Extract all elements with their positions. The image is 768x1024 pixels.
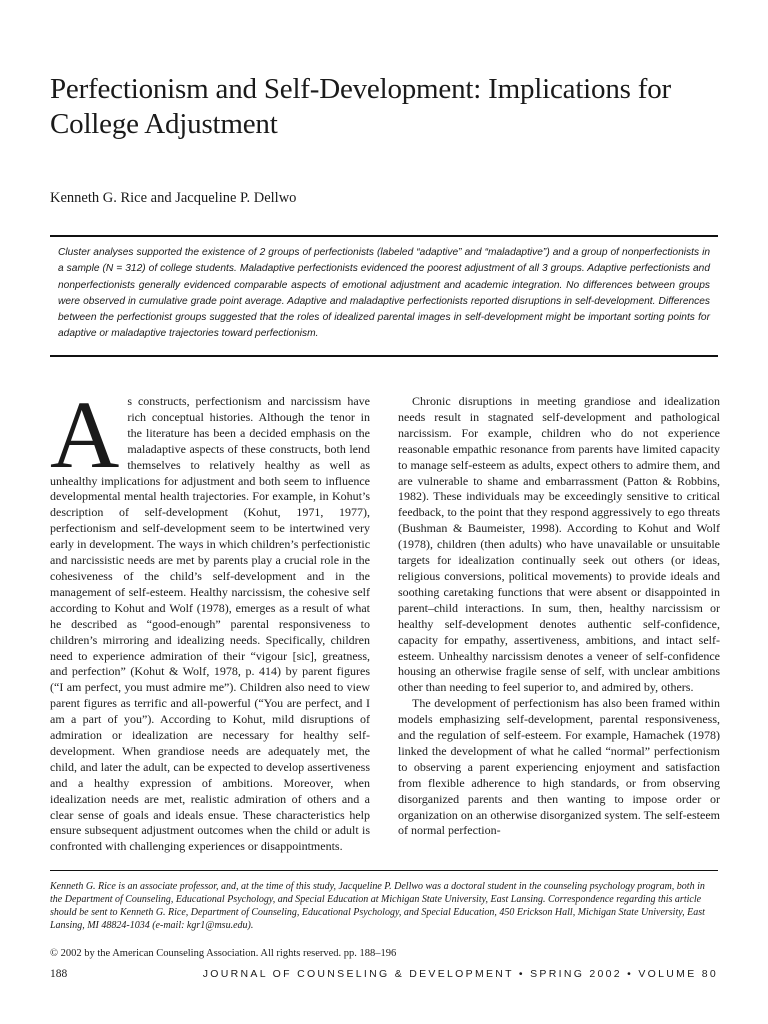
abstract-box xyxy=(50,235,718,357)
body-column-left xyxy=(50,381,371,854)
running-head: JOURNAL OF COUNSELING & DEVELOPMENT • SPRING 2002 • VOLUME 80 xyxy=(202,968,718,980)
author-note: Kenneth G. Rice is an associate professor, and, at the time of this study, Jacqueline P. Dellwo was a doctoral student in the counseling psychology program, both in the Department of Counseling, Educational Psychology, and Special Education at Michigan State University, East Lansing. Correspondence regarding this article should be sent to Kenneth G. Rice, Department of Counseling, Educational Psychology, and Special Education, 450 Erickson Hall, Michigan State University, East Lansing, MI 48824-1034 (e-mail: kgr1@msu.edu). xyxy=(50,881,705,931)
copyright-line: © 2002 by the American Counseling Association. All rights reserved. pp. 188–196 xyxy=(50,948,397,959)
body-column-right xyxy=(398,394,720,846)
body-paragraph-left: s constructs, perfectionism and narcissism have rich conceptual histories. Although the tenor in the literature has been a decided emphasis on the maladaptive aspects of these constructs, both lend themselves to relatively healthy as well as unhealthy implications for adjustment and both seem to influence developmental mental health trajectories. For example, in Kohut’s description of self-development (Kohut, 1971, 1977), perfectionism and self-development seem to be intertwined very early in development. The ways in which children’s perfectionistic and narcissistic needs are met by parents play a crucial role in the cohesiveness of the child’s self-development and in the management of self-esteem. Healthy narcissism, the cohesive self according to Kohut and Wolf (1978), emerges as a result of what he described as “good-enough” parental responsiveness to children’s mirroring and idealizing needs. Specifically, children need to experience admiration of their “vigour [sic], greatness, and perfection” (Kohut & Wolf, 1978, p. 414) by parent figures (“I am perfect, you must admire me”). Children also need to view parent figures as terrific and all-powerful (“You are perfect, and I am a part of you”). According to Kohut, mild disruptions of admiration or idealization are necessary for healthy self-development. When grandiose needs are adequately met, the child, and later the adult, can be expected to develop assertiveness and a healthy expression of ambitions. Moreover, when idealization needs are met, realistic admiration of others and a clear sense of goals and ideals ensue. These characteristics help ensure subsequent adjustment outcomes when the child or adult is confronted with challenging experiences or disappointments. xyxy=(50,394,371,854)
abstract-text: Cluster analyses supported the existence of 2 groups of perfectionists (labeled “adaptive” and “maladaptive”) and a group of nonperfectionists in a sample (N = 312) of college students. Maladaptive perfectionists evidenced the poorest adjustment of all 3 groups. Adaptive perfectionists and nonperfectionists generally evidenced comparable aspects of emotional adjustment and academic integration. No differences between groups were observed in cumulative grade point average. Adaptive and maladaptive perfectionists reported disruptions in self-development. Differences between the perfectionist groups suggested that the roles of idealized parental images in self-development might be important sorting points for adaptive or maladaptive trajectories toward perfectionism. xyxy=(58,247,710,340)
body-paragraph-right-2: The development of perfectionism has also been framed within models emphasizing self-development, parental responsiveness, and the regulation of self-esteem. For example, Hamachek (1978) linked the development of what he called “normal” perfectionism to observing a parent experiencing enjoyment and satisfaction from flexible adherence to high standards, or from observing disorganized parents and then wanting to impose order or organization on an otherwise disorganized system. The self-esteem of normal perfection- xyxy=(398,696,720,838)
article-title: Perfectionism and Self-Development: Implications for College Adjustment xyxy=(50,73,671,140)
article-authors: Kenneth G. Rice and Jacqueline P. Dellwo xyxy=(50,190,297,206)
page-number: 188 xyxy=(50,968,68,980)
footnote-rule xyxy=(50,870,718,871)
body-paragraph-right-1: Chronic disruptions in meeting grandiose and idealization needs result in stagnated self-development and pathological narcissism. For example, children who do not experience reasonable empathic resonance from parents have limited capacity to manage self-esteem as adults, expect others to admire them, and are vulnerable to shame and embarrassment (Patton & Robbins, 1982). These individuals may be exceedingly sensitive to critical feedback, to the point that they respond aggressively to ego threats (Bushman & Baumeister, 1998). According to Kohut and Wolf (1978), children (then adults) who have unavailable or unsuitable targets for idealization continually seek out others (or ideas, religious conversions, political movements) to provide ideals and soothing caretaking functions that were absent or disappointed in parent–child interactions. In sum, then, healthy narcissism or healthy self-development denotes authentic self-confidence, capacity for empathy, assertiveness, ambitions, and intact self-esteem. Unhealthy narcissism denotes a veneer of self-confidence housing an otherwise fragile sense of self, with unclear ambitions other than needing to feel superior to, and admired by, others. xyxy=(398,394,720,695)
drop-cap: A xyxy=(50,381,120,488)
